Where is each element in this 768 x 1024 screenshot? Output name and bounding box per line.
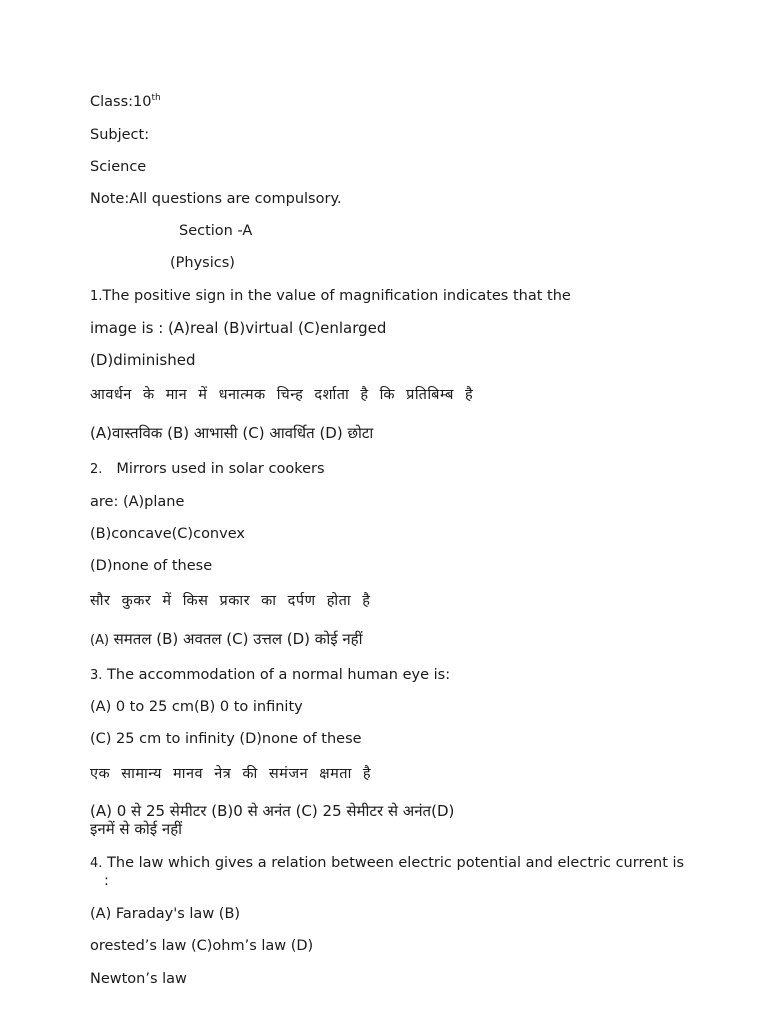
question-1-line-1 xyxy=(90,287,688,306)
class-superscript: th xyxy=(151,93,161,103)
question-3-line-2: (A) 0 to 25 cm(B) 0 to infinity xyxy=(90,699,303,715)
question-2-text: Mirrors used in solar cookers xyxy=(116,461,325,477)
question-2-line-3: (B)concave(C)convex xyxy=(90,526,245,542)
question-1-text: The positive sign in the value of magnification indicates that the xyxy=(102,288,571,304)
question-1-hindi-line-1: आवर्धन के मान में धनात्मक चिन्ह दर्शाता है कि प्रतिबिम्ब है xyxy=(90,387,474,403)
question-2-line-2: are: (A)plane xyxy=(90,494,185,510)
question-3-hindi-line-1: एक सामान्य मानव नेत्र की समंजन क्षमता है xyxy=(90,766,372,782)
question-3-text: The accommodation of a normal human eye is: xyxy=(107,667,451,683)
question-1-line-2: image is : (A)real (B)virtual (C)enlarged xyxy=(90,319,387,337)
question-4-line-1b: : xyxy=(104,873,109,889)
question-4-text: The law which gives a relation between electric potential and electric current is xyxy=(107,855,685,871)
question-3-hindi-line-3: इनमें से कोई नहीं xyxy=(90,820,183,838)
section-heading: Section -A xyxy=(179,223,253,239)
question-3-line-3: (C) 25 cm to infinity (D)none of these xyxy=(90,731,362,747)
section-subheading: (Physics) xyxy=(170,255,235,271)
question-2-hindi-line-1: सौर कुकर में किस प्रकार का दर्पण होता है xyxy=(90,593,371,609)
class-label: Class:10 xyxy=(90,94,152,110)
subject-label: Subject: xyxy=(90,127,150,143)
question-4-line-4: Newton’s law xyxy=(90,971,187,987)
question-1-number: 1. xyxy=(90,289,103,304)
question-4-line-3: orested’s law (C)ohm’s law (D) xyxy=(90,938,314,954)
class-line xyxy=(90,93,688,111)
question-2-line-1 xyxy=(90,460,688,479)
question-4-line-1 xyxy=(90,854,688,873)
subject-value: Science xyxy=(90,159,147,175)
note-text: Note:All questions are compulsory. xyxy=(90,191,342,207)
question-4-number: 4. xyxy=(90,856,103,871)
question-1-hindi-line-2: (A)वास्तविक (B) आभासी (C) आवर्धित (D) छोटा xyxy=(90,424,374,442)
question-3-hindi-line-2: (A) 0 से 25 सेमीटर (B)0 से अनंत (C) 25 सेमीटर से अनंत(D) xyxy=(90,802,455,820)
question-4-line-2: (A) Faraday's law (B) xyxy=(90,906,241,922)
question-2-line-4: (D)none of these xyxy=(90,558,213,574)
question-2-hindi-prefix: (A) xyxy=(90,633,110,648)
question-2-hindi-options: समतल (B) अवतल (C) उत्तल (D) कोई नहीं xyxy=(113,630,363,648)
question-3-line-1 xyxy=(90,666,688,685)
question-1-line-3: (D)diminished xyxy=(90,351,196,369)
question-2-number: 2. xyxy=(90,462,103,477)
question-3-number: 3. xyxy=(90,668,103,683)
question-2-hindi-line-2 xyxy=(90,630,688,650)
